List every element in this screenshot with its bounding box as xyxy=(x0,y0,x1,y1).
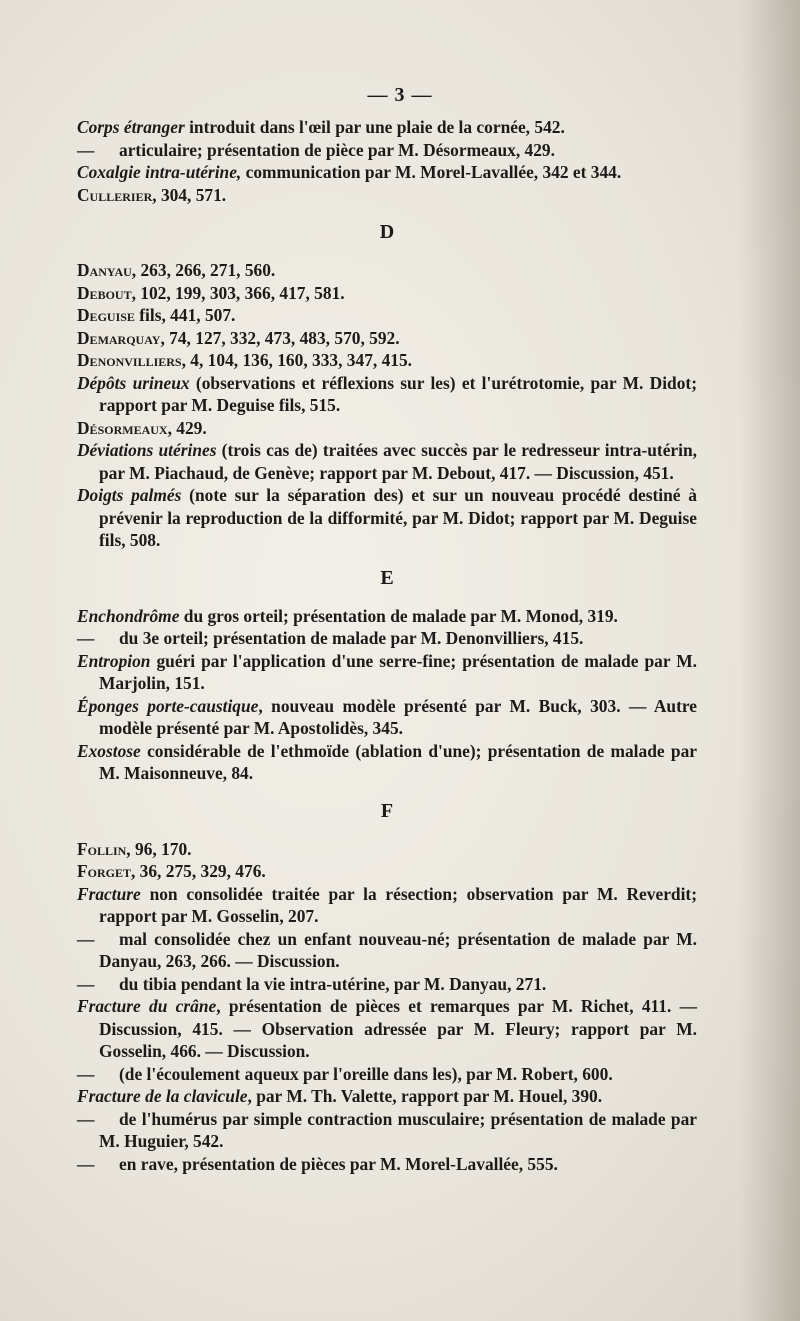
entry-text: 429. xyxy=(171,417,207,438)
entry-text: (trois cas de) traitées avec succès par le redresseur intra-utérin, par M. Piachaud, de Genève; rapport par M. Debout, 417. — Discussion, 451. xyxy=(99,440,697,483)
index-entry xyxy=(77,695,697,740)
index-entry xyxy=(77,650,697,695)
index-entry xyxy=(77,883,697,928)
entry-text: 263, 266, 271, 560. xyxy=(136,260,276,280)
entry-term: Déviations utérines xyxy=(77,440,217,460)
section-letter-e: E xyxy=(380,566,394,589)
author-name: Désormeaux, xyxy=(77,417,172,438)
index-subentry xyxy=(77,1063,697,1086)
entry-text: considérable de l'ethmoïde (ablation d'une); présentation de malade par M. Maisonneuve, 84. xyxy=(99,740,697,783)
author-name: Forget, xyxy=(77,861,136,881)
index-entry xyxy=(77,838,697,861)
index-entry xyxy=(77,184,697,207)
author-name: Demarquay, xyxy=(77,327,165,348)
index-entry xyxy=(77,740,697,785)
index-entry xyxy=(77,484,697,552)
entry-text: (de l'écoulement aqueux par l'oreille dans les), par M. Robert, 600. xyxy=(119,1063,613,1084)
index-entry xyxy=(77,995,697,1063)
section-letter-f: F xyxy=(380,799,394,822)
entry-text: guéri par l'application d'une serre-fine; présentation de malade par M. Marjolin, 151. xyxy=(99,650,697,693)
entry-term: Fracture de la clavicule xyxy=(77,1086,248,1106)
entry-term: Fracture du crâne xyxy=(77,996,217,1016)
index-entry xyxy=(77,860,697,883)
dash-mark: — xyxy=(77,928,95,949)
entry-term: Enchondrôme xyxy=(77,605,180,626)
entry-text: 4, 104, 136, 160, 333, 347, 415. xyxy=(185,350,413,370)
entry-text: de l'humérus par simple contraction musculaire; présentation de malade par M. Huguier, 542. xyxy=(99,1108,697,1151)
index-subentry xyxy=(77,973,697,996)
index-subentry xyxy=(77,139,697,162)
dash-mark: — xyxy=(77,1108,95,1129)
index-entry xyxy=(77,605,697,628)
dash-mark: — xyxy=(77,628,95,648)
index-body xyxy=(77,116,697,1175)
index-entry xyxy=(77,439,697,484)
entry-term: Coxalgie intra-utérine, xyxy=(77,162,242,182)
entry-text: 304, 571. xyxy=(156,184,227,205)
entry-text: articulaire; présentation de pièce par M. Désormeaux, 429. xyxy=(119,139,555,160)
index-entry xyxy=(77,116,697,139)
entry-text: , nouveau modèle présenté par M. Buck, 303. — Autre modèle présenté par M. Apostolidès, 345. xyxy=(99,695,697,738)
dash-mark: — xyxy=(77,139,95,160)
entry-text: 74, 127, 332, 473, 483, 570, 592. xyxy=(164,327,400,348)
entry-text: fils, 441, 507. xyxy=(134,305,236,325)
index-subentry xyxy=(77,627,697,650)
entry-text: (observations et réflexions sur les) et l'urétrotomie, par M. Didot; rapport par M. Deguise fils, 515. xyxy=(99,372,697,415)
index-entry xyxy=(77,349,697,372)
entry-term: Doigts palmés xyxy=(77,485,182,505)
entry-term: Éponges porte-caustique xyxy=(77,695,259,716)
dash-mark: — xyxy=(77,973,95,994)
index-entry xyxy=(77,372,697,417)
entry-text: non consolidée traitée par la résection; observation par M. Reverdit; rapport par M. Gosselin, 207. xyxy=(99,883,697,926)
index-subentry xyxy=(77,928,697,973)
page-number: — 3 — xyxy=(367,84,433,106)
entry-text: , par M. Th. Valette, rapport par M. Houel, 390. xyxy=(247,1086,603,1106)
entry-text: communication par M. Morel-Lavallée, 342 et 344. xyxy=(241,162,622,182)
index-entry xyxy=(77,327,697,350)
entry-term: Entropion xyxy=(77,650,151,671)
index-entry xyxy=(77,259,697,282)
author-name: Deguise xyxy=(77,305,135,325)
index-entry xyxy=(77,417,697,440)
entry-text: introduit dans l'œil par une plaie de la cornée, 542. xyxy=(184,117,565,137)
entry-term: Corps étranger xyxy=(77,117,185,137)
entry-text: 102, 199, 303, 366, 417, 581. xyxy=(135,282,345,303)
entry-text: (note sur la séparation des) et sur un nouveau procédé destiné à prévenir la reproduction de la difformité, par M. Didot; rapport par M. Deguise fils, 508. xyxy=(99,485,698,550)
entry-term: Fracture xyxy=(77,883,141,904)
entry-text: du tibia pendant la vie intra-utérine, par M. Danyau, 271. xyxy=(119,973,547,994)
author-name: Debout, xyxy=(77,282,136,303)
author-name: Denonvilliers, xyxy=(77,350,186,370)
entry-text: en rave, présentation de pièces par M. Morel-Lavallée, 555. xyxy=(119,1153,558,1174)
entry-text: mal consolidée chez un enfant nouveau-né; présentation de malade par M. Danyau, 263, 266. — Discussion. xyxy=(99,928,697,971)
entry-term: Dépôts urineux xyxy=(77,372,190,393)
index-entry xyxy=(77,304,697,327)
dash-mark: — xyxy=(77,1153,95,1174)
entry-term: Exostose xyxy=(77,740,141,761)
entry-text: 96, 170. xyxy=(130,838,192,859)
section-letter-d: D xyxy=(379,221,395,243)
entry-text: du 3e orteil; présentation de malade par M. Denonvilliers, 415. xyxy=(119,628,584,648)
dash-mark: — xyxy=(77,1063,95,1084)
author-name: Follin, xyxy=(77,838,131,859)
author-name: Cullerier, xyxy=(77,184,157,205)
entry-text: , présentation de pièces et remarques par M. Richet, 411. — Discussion, 415. — Observation adressée par M. Fleury; rapport par M. Gosselin, 466. — Discussion. xyxy=(99,996,697,1061)
index-entry xyxy=(77,1085,697,1108)
index-entry xyxy=(77,282,697,305)
entry-text: du gros orteil; présentation de malade par M. Monod, 319. xyxy=(179,605,618,626)
index-subentry xyxy=(77,1108,697,1153)
index-entry xyxy=(77,161,697,184)
index-subentry xyxy=(77,1153,697,1176)
entry-text: 36, 275, 329, 476. xyxy=(135,861,266,881)
author-name: Danyau, xyxy=(77,260,137,280)
